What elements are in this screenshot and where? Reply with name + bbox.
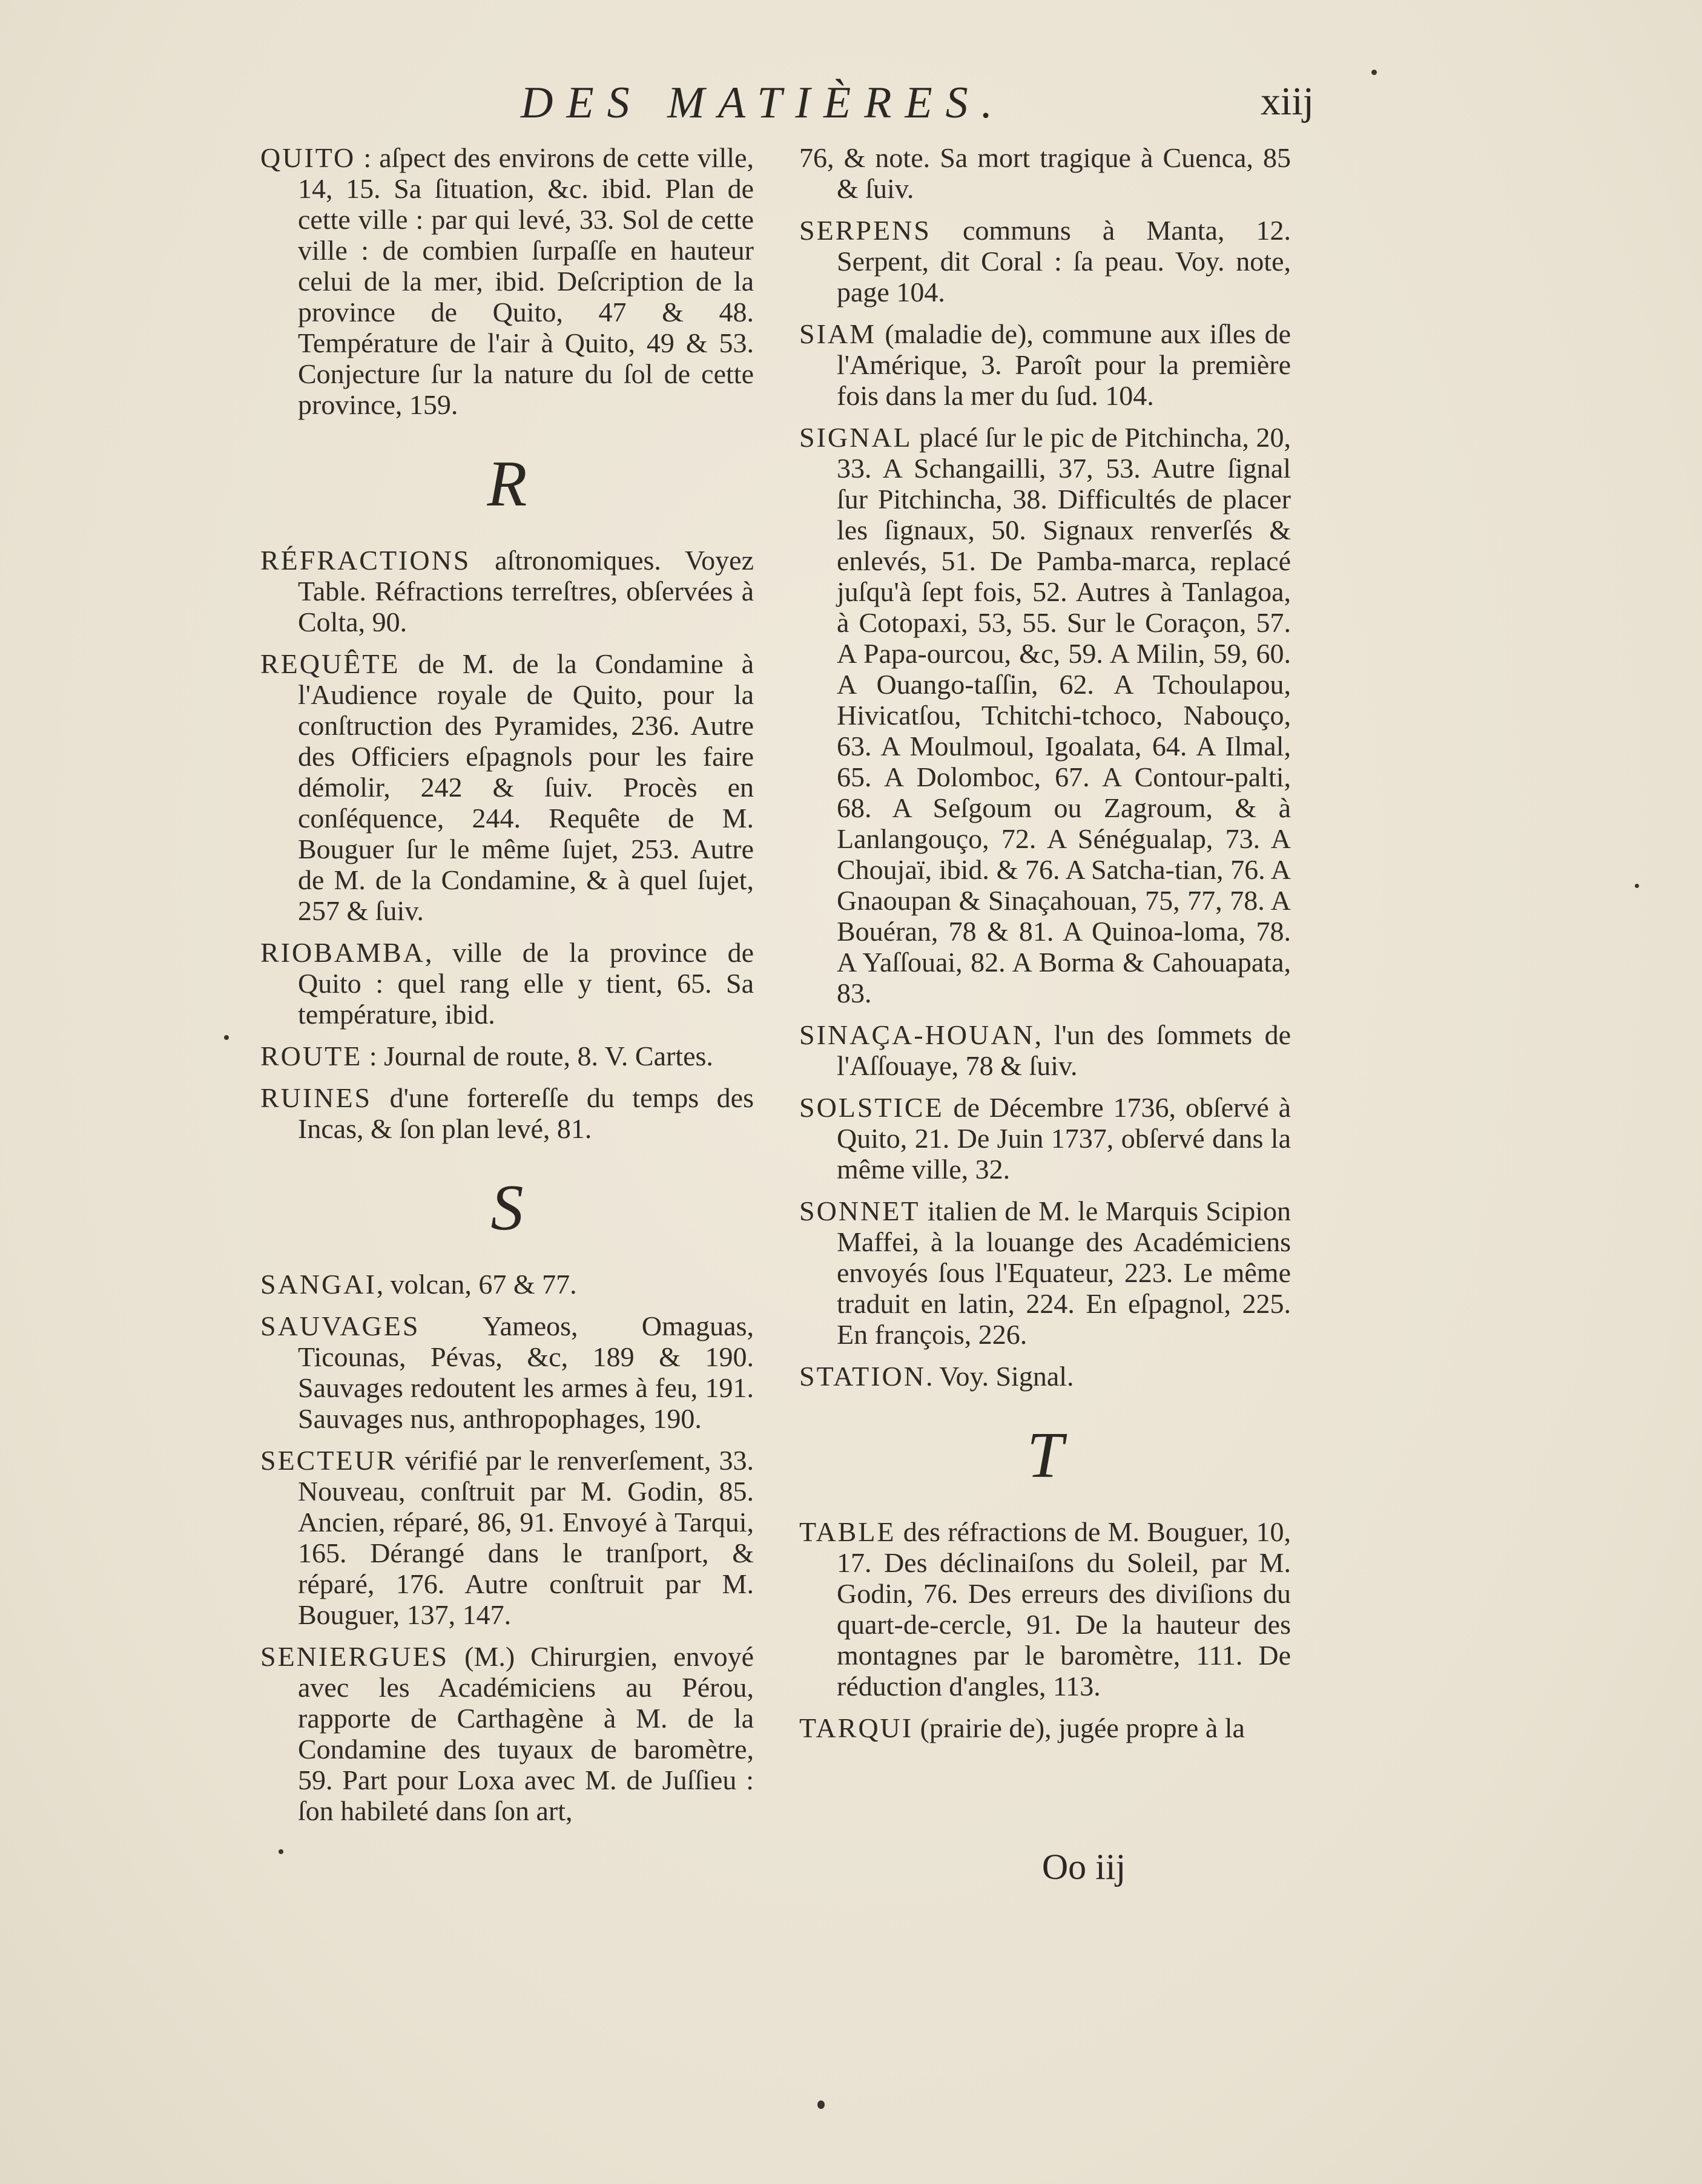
index-entry bbox=[260, 142, 754, 420]
index-entry bbox=[799, 1019, 1291, 1081]
index-entry bbox=[260, 1041, 754, 1071]
entry-text: d'une fortereſſe du temps des Incas, & ſon plan levé, 81. bbox=[298, 1082, 754, 1144]
ink-speck bbox=[224, 1035, 229, 1040]
index-entry bbox=[260, 1641, 754, 1826]
entry-text: de Décembre 1736, obſervé à Quito, 21. De Juin 1737, obſervé dans la même ville, 32. bbox=[837, 1092, 1291, 1185]
index-entry bbox=[799, 1516, 1291, 1702]
index-entry bbox=[260, 545, 754, 637]
ink-speck bbox=[1371, 70, 1377, 75]
entry-headword: SOLSTICE bbox=[799, 1092, 944, 1123]
index-column-right bbox=[799, 142, 1291, 1754]
entry-headword: SIGNAL bbox=[799, 422, 912, 453]
index-entry bbox=[799, 1361, 1291, 1392]
entry-text: (prairie de), jugée propre à la bbox=[913, 1712, 1245, 1743]
entry-headword: SECTEUR bbox=[260, 1445, 397, 1476]
entry-headword: TARQUI bbox=[799, 1712, 914, 1743]
entry-headword: TABLE bbox=[799, 1516, 896, 1547]
entry-headword: ROUTE bbox=[260, 1041, 363, 1071]
entry-text: placé ſur le pic de Pitchincha, 20, 33. A Schangailli, 37, 53. Autre ſignal ſur Pitchincha, 38. Difficultés de placer les ſignaux, 50. Signaux renverſés & enlevés, 51. De Pamba-marca, replacé juſqu'à ſept fois, 52. Autres à Tanlagoa, à Cotopaxi, 53, 55. Sur le Coraçon, 57. A Papa-ourcou, &c, 59. A Milin, 59, 60. A Ouango-taſſin, 62. A Tchoulapou, Hivicatſou, Tchitchi-tchoco, Nabouço, 63. A Moulmoul, Igoalata, 64. A Ilmal, 65. A Dolomboc, 67. A Contour-palti, 68. A Seſgoum ou Zagroum, & à Lanlangouço, 72. A Sénégualap, 73. A Choujaï, ibid. & 76. A Satcha-tian, 76. A Gnaoupan & Sinaçahouan, 75, 77, 78. A Bouéran, 78 & 81. A Quinoa-loma, 78. A Yaſſouai, 82. A Borma & Cahouapata, 83. bbox=[837, 422, 1291, 1008]
entry-headword: STATION bbox=[799, 1361, 926, 1392]
entry-text: communs à Manta, 12. Serpent, dit Coral : ſa peau. Voy. note, page 104. bbox=[837, 215, 1291, 308]
page-folio: xiij bbox=[1260, 79, 1314, 123]
entry-headword: SANGAI bbox=[260, 1269, 377, 1300]
entry-headword: RIOBAMBA bbox=[260, 937, 425, 968]
index-column-left bbox=[260, 142, 754, 1837]
entry-text: de M. de la Condamine à l'Audience royale de Quito, pour la conſtruction des Pyramides, 236. Autre des Officiers eſpagnols pour les faire démolir, 242 & ſuiv. Procès en conſéquence, 244. Requête de M. Bouguer ſur le même ſujet, 253. Autre de M. de la Condamine, & à quel ſujet, 257 & ſuiv. bbox=[298, 648, 754, 926]
entry-text: italien de M. le Marquis Scipion Maffei, à la louange des Académiciens envoyés ſous l'Equateur, 223. Le même traduit en latin, 224. En eſpagnol, 225. En françois, 226. bbox=[837, 1196, 1291, 1350]
index-entry bbox=[260, 937, 754, 1030]
entry-text: aſtronomiques. Voyez Table. Réfractions terreſtres, obſervées à Colta, 90. bbox=[298, 545, 754, 637]
index-entry bbox=[260, 1269, 754, 1300]
entry-text: 76, & note. Sa mort tragique à Cuenca, 85 & ſuiv. bbox=[799, 142, 1291, 204]
index-entry bbox=[260, 1311, 754, 1434]
index-entry bbox=[799, 215, 1291, 308]
entry-headword: SAUVAGES bbox=[260, 1311, 420, 1341]
signature-mark: Oo iij bbox=[1041, 1847, 1126, 1887]
entry-headword: SENIERGUES bbox=[260, 1641, 449, 1672]
ink-speck bbox=[817, 2100, 825, 2109]
entry-headword: SONNET bbox=[799, 1196, 920, 1226]
ink-speck bbox=[279, 1849, 283, 1854]
ink-speck bbox=[1635, 884, 1639, 888]
entry-text: : aſpect des environs de cette ville, 14, 15. Sa ſituation, &c. ibid. Plan de cette ville : par qui levé, 33. Sol de cette ville : de combien ſurpaſſe en hauteur celui de la mer, ibid. Deſcription de la province de Quito, 47 & 48. Température de l'air à Quito, 49 & 53. Conjecture ſur la nature du ſol de cette province, 159. bbox=[298, 142, 754, 420]
section-letter: R bbox=[487, 448, 527, 520]
entry-text: des réfractions de M. Bouguer, 10, 17. Des déclinaiſons du Soleil, par M. Godin, 76. Des erreurs des diviſions du quart-de-cercle, 91. De la hauteur des montagnes par le baromètre, 111. De réduction d'angles, 113. bbox=[837, 1516, 1291, 1702]
index-entry bbox=[799, 142, 1291, 204]
entry-text: vérifié par le renverſement, 33. Nouveau, conſtruit par M. Godin, 85. Ancien, réparé, 86, 91. Envoyé à Tarqui, 165. Dérangé dans le tranſport, & réparé, 176. Autre conſtruit par M. Bouguer, 137, 147. bbox=[298, 1445, 754, 1630]
index-entry bbox=[799, 1712, 1291, 1743]
section-letter: T bbox=[1026, 1419, 1064, 1492]
entry-text: (maladie de), commune aux iſles de l'Amérique, 3. Paroît pour la première fois dans la mer du ſud. 104. bbox=[837, 318, 1291, 411]
index-entry bbox=[260, 1445, 754, 1630]
entry-text: (M.) Chirurgien, envoyé avec les Académiciens au Pérou, rapporte de Carthagène à M. de la Condamine des tuyaux de baromètre, 59. Part pour Loxa avec M. de Juſſieu : ſon habileté dans ſon art, bbox=[298, 1641, 754, 1826]
entry-headword: RUINES bbox=[260, 1082, 372, 1113]
index-entry bbox=[799, 318, 1291, 411]
index-entry bbox=[260, 1082, 754, 1144]
entry-headword: SERPENS bbox=[799, 215, 931, 246]
section-letter: S bbox=[490, 1172, 524, 1244]
entry-text: , ville de la province de Quito : quel rang elle y tient, 65. Sa température, ibid. bbox=[298, 937, 754, 1030]
entry-headword: SINAÇA-HOUAN bbox=[799, 1019, 1035, 1050]
entry-headword: RÉFRACTIONS bbox=[260, 545, 471, 576]
entry-text: : Journal de route, 8. V. Cartes. bbox=[362, 1041, 713, 1071]
index-entry bbox=[799, 1092, 1291, 1185]
entry-text: Yameos, Omaguas, Ticounas, Pévas, &c, 189 & 190. Sauvages redoutent les armes à feu, 191. Sauvages nus, anthropophages, 190. bbox=[298, 1311, 754, 1434]
entry-text: , volcan, 67 & 77. bbox=[376, 1269, 577, 1300]
entry-headword: QUITO bbox=[260, 142, 356, 173]
entry-headword: SIAM bbox=[799, 318, 877, 349]
running-header: DES MATIÈRES. bbox=[521, 78, 1006, 128]
index-entry bbox=[260, 648, 754, 926]
entry-headword: REQUÊTE bbox=[260, 648, 400, 679]
entry-text: . Voy. Signal. bbox=[925, 1361, 1074, 1392]
index-entry bbox=[799, 1196, 1291, 1350]
index-entry bbox=[799, 422, 1291, 1008]
entry-text: , l'un des ſommets de l'Aſſouaye, 78 & ſuiv. bbox=[837, 1019, 1291, 1081]
